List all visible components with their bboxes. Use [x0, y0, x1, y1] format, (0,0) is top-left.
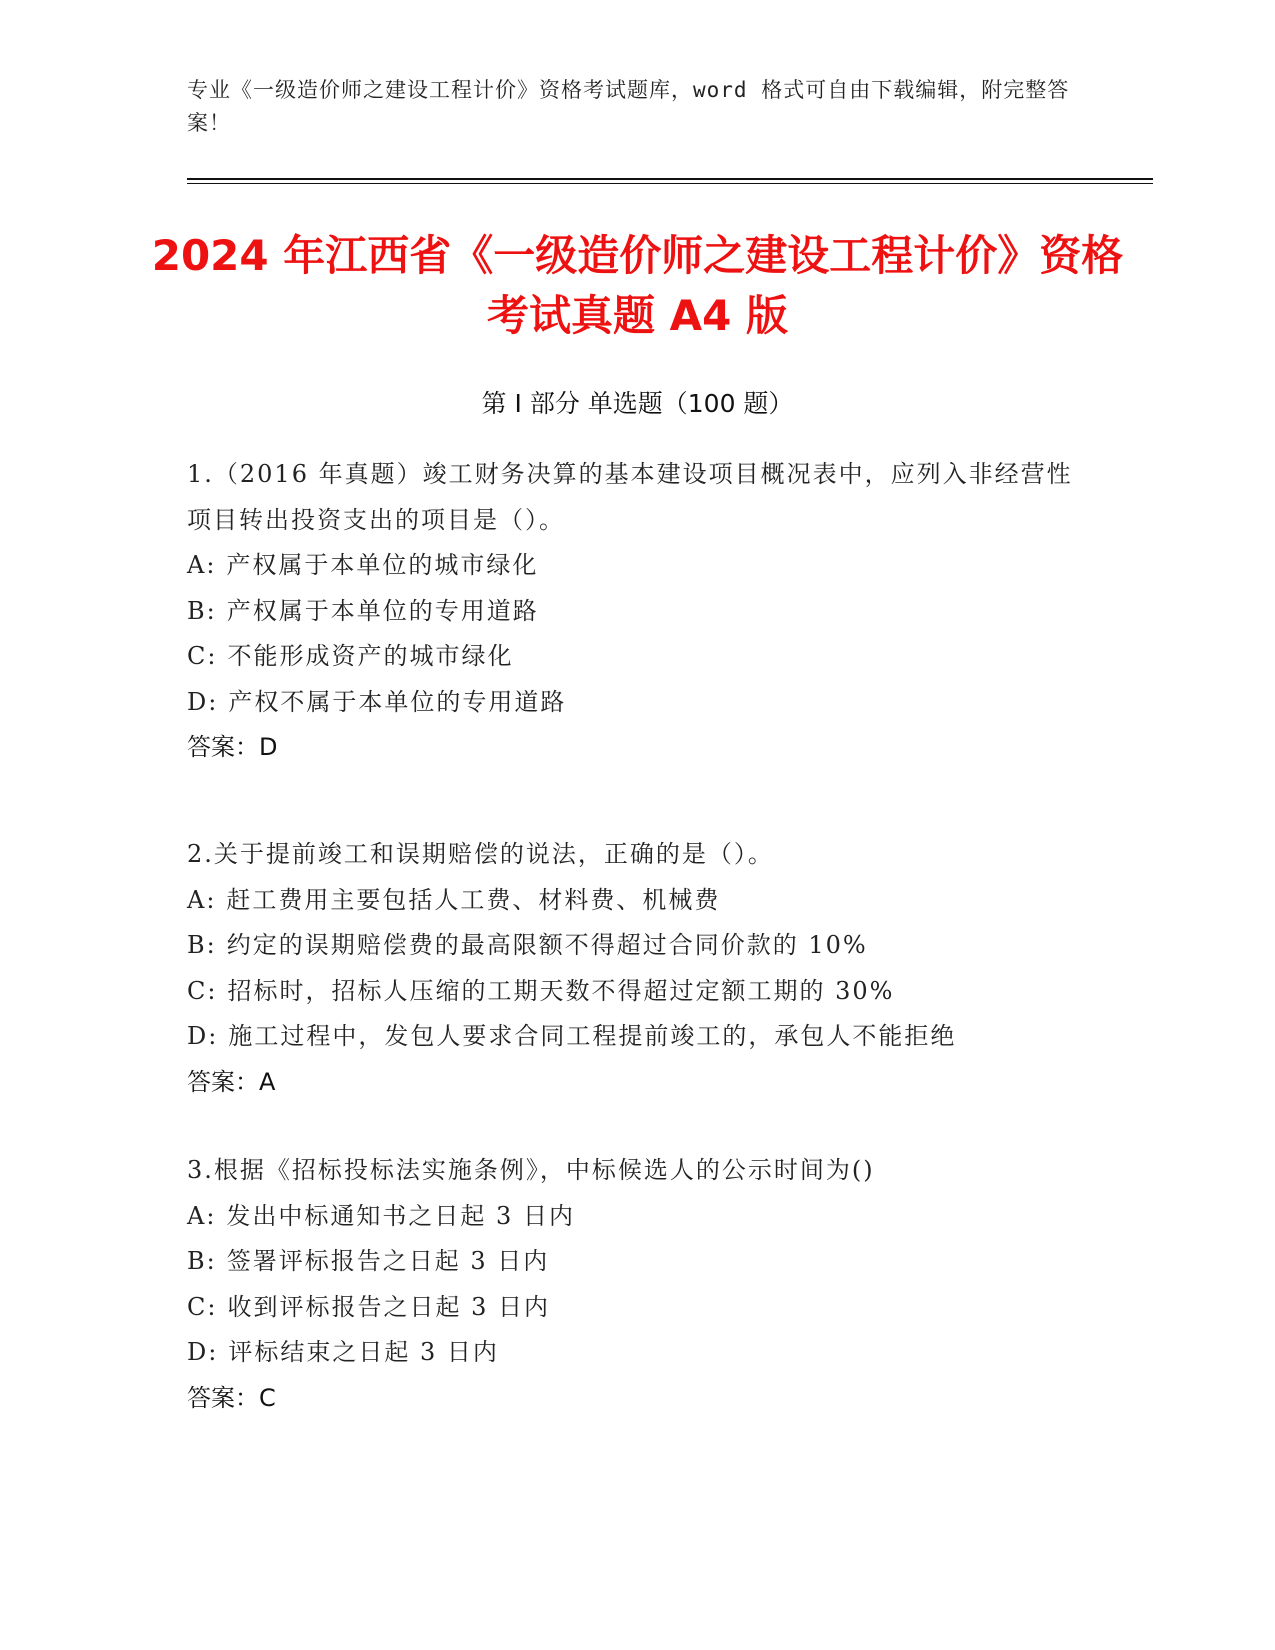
question-stem: 2.关于提前竣工和误期赔偿的说法，正确的是（）。: [187, 840, 774, 868]
option-a: [187, 1194, 1087, 1240]
option-c: [187, 634, 1087, 680]
option-b: [187, 589, 1087, 635]
header-divider-thin: [187, 183, 1153, 184]
header-divider-thick: [187, 178, 1153, 180]
header-note: 专业《一级造价师之建设工程计价》资格考试题库，word 格式可自由下载编辑，附完整答案！: [187, 78, 1070, 135]
section-title: 第 I 部分 单选题（100 题）: [481, 389, 794, 418]
question-stem: 3.根据《招标投标法实施条例》，中标候选人的公示时间为(): [187, 1156, 875, 1184]
question-stem: 1.（2016 年真题）竣工财务决算的基本建设项目概况表中，应列入非经营性项目转出投资支出的项目是（）。: [187, 460, 1073, 534]
option-d: [187, 1330, 1087, 1376]
option-text: 赶工费用主要包括人工费、材料费、机械费: [226, 885, 721, 914]
option-letter: C:: [187, 976, 218, 1005]
option-text: 约定的误期赔偿费的最高限额不得超过合同价款的 10%: [226, 931, 868, 959]
option-a: [187, 878, 1087, 924]
answer: 答案：D: [187, 733, 278, 761]
option-letter: A:: [187, 551, 217, 579]
option-a: [187, 543, 1087, 589]
option-letter: D:: [187, 1022, 219, 1050]
option-letter: A:: [187, 885, 217, 914]
option-text: 发出中标通知书之日起 3 日内: [226, 1201, 575, 1230]
option-text: 收到评标报告之日起 3 日内: [227, 1292, 550, 1321]
option-letter: C:: [187, 1292, 218, 1321]
option-c: [187, 969, 1087, 1015]
question-3: [187, 1148, 1087, 1421]
document-title: 2024 年江西省《一级造价师之建设工程计价》资格考试真题 A4 版: [151, 231, 1124, 340]
question-1: [187, 452, 1087, 771]
option-c: [187, 1285, 1087, 1331]
option-text: 评标结束之日起 3 日内: [228, 1338, 499, 1366]
option-letter: B:: [187, 931, 217, 959]
option-letter: D:: [187, 687, 219, 716]
answer: 答案：C: [187, 1383, 276, 1412]
option-text: 签署评标报告之日起 3 日内: [226, 1247, 550, 1275]
option-letter: C:: [187, 642, 218, 670]
option-text: 产权属于本单位的专用道路: [226, 596, 539, 625]
question-2: [187, 832, 1087, 1105]
option-d: [187, 1014, 1087, 1060]
option-b: [187, 923, 1087, 969]
option-letter: D:: [187, 1338, 219, 1366]
option-text: 施工过程中，发包人要求合同工程提前竣工的，承包人不能拒绝: [228, 1022, 957, 1050]
option-text: 不能形成资产的城市绿化: [227, 642, 514, 670]
answer: 答案：A: [187, 1067, 276, 1096]
option-letter: B:: [187, 596, 217, 625]
option-letter: A:: [187, 1201, 217, 1230]
option-text: 产权属于本单位的城市绿化: [226, 551, 539, 579]
option-letter: B:: [187, 1247, 217, 1275]
option-text: 产权不属于本单位的专用道路: [228, 687, 567, 716]
option-text: 招标时，招标人压缩的工期天数不得超过定额工期的 30%: [227, 976, 895, 1005]
option-b: [187, 1239, 1087, 1285]
option-d: [187, 680, 1087, 726]
